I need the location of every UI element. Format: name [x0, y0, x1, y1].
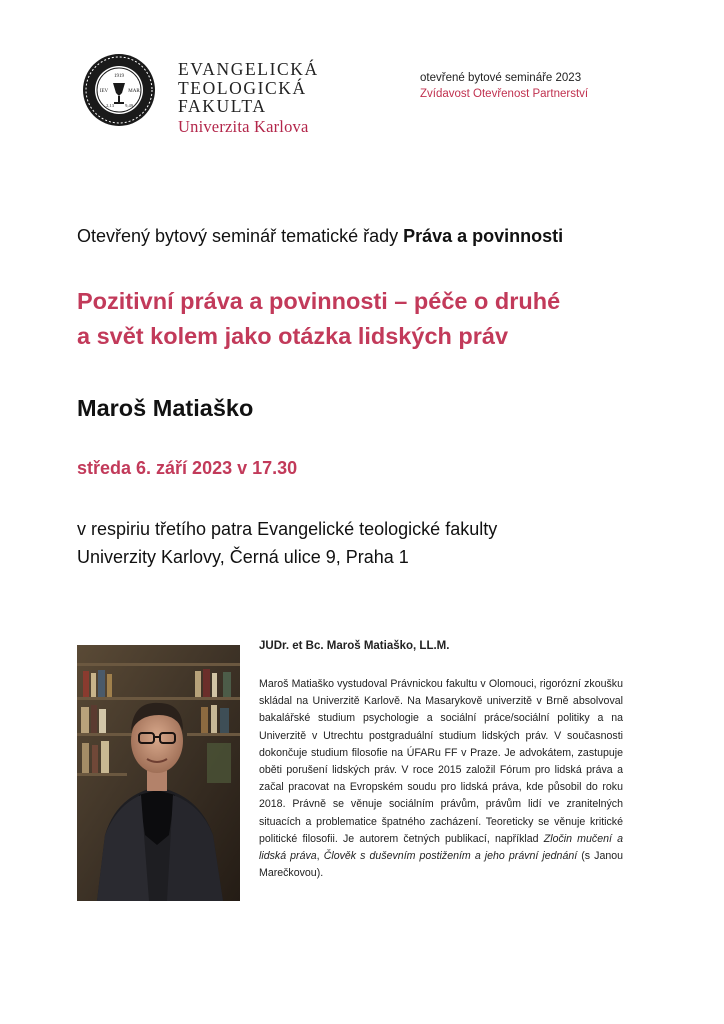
bio-body: Maroš Matiaško vystudoval Právnickou fakultu v Olomouci, rigorózní zkoušku skládal na Univerzitě Karlově. Na Masarykově univerzitě v Brně absolvoval bakalářské studium psychologie a sociální práce/sociální politiky a na Univerzitě v Utrechtu postgraduální studium lidských práv. V současnosti dokončuje studium filosofie na ÚFARu FF v Praze. Je advokátem, zastupuje oběti porušení lidských práv. V roce 2015 založil Fórum pro lidská práva a začal pracovat na Evropském soudu pro lidská práva, kde působil do roku 2018. Právně se věnuje sociálním právům, právům lidí ve zranitelných situacích a problematice špatného zacházení. Teoreticky se věnuje kritické politické filosofii. Je autorem četných publikací, například — [259, 678, 623, 845]
faculty-line-3: FAKULTA — [178, 96, 267, 116]
intro-text: Otevřený bytový seminář tematické řady — [77, 226, 404, 246]
bio-heading: JUDr. et Bc. Maroš Matiaško, LL.M. — [259, 640, 450, 652]
seal-year: 1919 — [114, 74, 124, 79]
speaker-name: Maroš Matiaško — [77, 395, 254, 421]
seal-right-num: 9,49 — [125, 103, 133, 108]
seal-left-num: 2,13 — [106, 103, 114, 108]
title-line-2: a svět kolem jako otázka lidských práv — [77, 323, 509, 349]
event-place — [77, 515, 697, 571]
series-info — [420, 70, 588, 102]
bio-text — [259, 676, 623, 882]
faculty-line-2: TEOLOGICKÁ — [178, 77, 307, 98]
speaker-photo — [77, 645, 240, 901]
university-name: Univerzita Karlova — [178, 116, 309, 136]
series-motto: Zvídavost Otevřenost Partnerství — [420, 88, 589, 100]
event-date: středa 6. září 2023 v 17.30 — [77, 458, 298, 478]
seal-right: MAR — [128, 89, 140, 94]
intro-series: Práva a povinnosti — [403, 226, 564, 246]
series-title: otevřené bytové semináře 2023 — [420, 72, 582, 84]
seal-left: IEV — [99, 89, 109, 94]
bio-sep: , — [316, 850, 324, 863]
place-line-2: Univerzity Karlovy, Černá ulice 9, Praha 1 — [77, 547, 409, 567]
bio-book-2: Člověk s duševním postižením a jeho právní jednání — [323, 850, 578, 863]
bio-tail: (s Janou Marečkovou). — [259, 850, 624, 880]
page-title — [77, 284, 697, 354]
title-line-1: Pozitivní práva a povinnosti – péče o druhé — [77, 288, 561, 314]
bio-book-1: Zločin mučení a lidská práva — [259, 832, 623, 863]
intro-line — [77, 226, 563, 247]
faculty-name — [178, 60, 319, 138]
place-line-1: v respiriu třetího patra Evangelické teologické fakulty — [77, 519, 498, 539]
faculty-seal-icon — [82, 53, 156, 127]
faculty-line-1: EVANGELICKÁ — [178, 59, 319, 79]
